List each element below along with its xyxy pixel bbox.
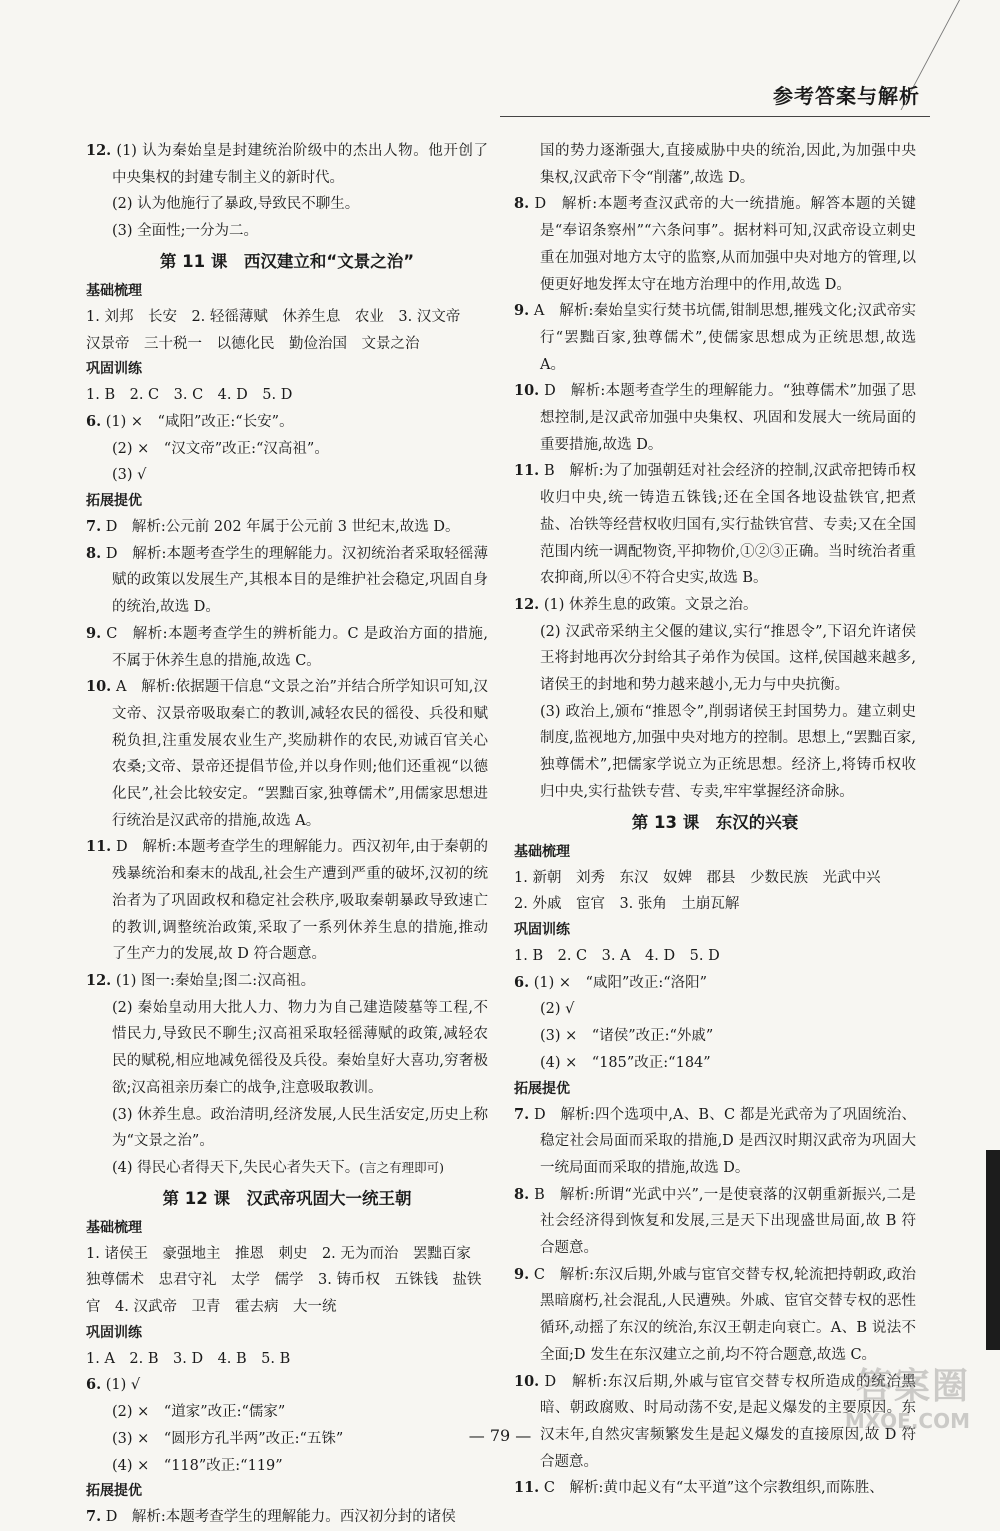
answer-item (86, 304, 488, 357)
answer-item (86, 1241, 488, 1321)
left-column (86, 138, 488, 1531)
question-number: 10. (514, 1372, 540, 1390)
question-number: 8. (514, 1185, 530, 1203)
answer-item (86, 382, 488, 409)
answer-item (514, 191, 916, 298)
answer-text: B 解析:为了加强朝廷对社会经济的控制,汉武帝把铸币权收归中央,统一铸造五铢钱;还在全国各地设盐铁官,把煮盐、冶铁等经营权收归国有,实行盐铁官营、专卖;又在全国范围内统一调配物资,平抑物价,①②③正确。当时统治者重农抑商,所以④不符合史实,故选 B。 (540, 463, 916, 587)
answer-text: (2) × “道家”改正:“儒家” (112, 1404, 286, 1421)
answer-text: (1) 认为秦始皇是封建统治阶级中的杰出人物。他开创了中央集权的封建专制主义的新时代。 (112, 143, 488, 186)
lesson-heading: 第 11 课 西汉建立和“文景之治” (159, 251, 415, 271)
answer-text: D 解析:公元前 202 年属于公元前 3 世纪末,故选 D。 (105, 519, 460, 536)
question-number: 11. (514, 1479, 540, 1497)
answer-item (86, 995, 488, 1102)
answer-text: D 解析:本题考查学生的理解能力。西汉初年,由于秦朝的残暴统治和秦末的战乱,社会生产遭到严重的破坏,汉初的统治者为了巩固政权和稳定社会秩序,吸取秦朝暴政导致速亡的教训,调整统治政策,采取了一系列休养生息的措施,推动了生产力的发展,故 D 符合题意。 (112, 839, 489, 963)
answer-text: 1. 刘邦 长安 2. 轻徭薄赋 休养生息 农业 3. 汉文帝 汉景帝 三十税一 以德化民 勤俭治国 文景之治 (86, 308, 475, 352)
answer-item (86, 436, 488, 463)
answer-text: D 解析:四个选项中,A、B、C 都是光武帝为了巩固统治、稳定社会局面而采取的措施,D 是西汉时期汉武帝为巩固大一统局面而采取的措施,故选 D。 (533, 1106, 917, 1176)
answer-text: D 解析:本题考查汉武帝的大一统措施。解答本题的关键是“奉诏条察州”“六条问事”。据材料可知,汉武帝设立刺史重在加强对地方太守的监察,从而加强中央对地方的管理,以便更好地发挥太守在地方治理中的作用,故选 D。 (534, 196, 916, 293)
right-column (514, 138, 916, 1502)
answer-text: (2) 汉武帝采纳主父偃的建议,实行“推恩令”,下诏允许诸侯王将封地再次分封给其子弟作为侯国。这样,侯国越来越多,诸侯王的封地和势力越来越小,无力与中央抗衡。 (540, 623, 916, 694)
answer-text: C 解析:本题考查学生的辨析能力。C 是政治方面的措施,不属于休养生息的措施,故选 C。 (106, 625, 489, 669)
answer-text: 1. B 2. C 3. A 4. D 5. D (514, 947, 720, 964)
lesson-heading: 第 12 课 汉武帝巩固大一统王朝 (162, 1188, 412, 1208)
answer-item (86, 1346, 488, 1373)
question-number: 6. (86, 412, 102, 430)
answer-text: D 解析:本题考查学生的理解能力。“独尊儒术”加强了思想控制,是汉武帝加强中央集权、巩固和发展大一统局面的重要措施,故选 D。 (540, 383, 917, 453)
answer-text: 1. A 2. B 3. D 4. B 5. B (86, 1350, 291, 1367)
answer-item (514, 891, 916, 918)
lesson-heading: 第 13 课 东汉的兴衰 (631, 812, 799, 832)
question-number: 10. (86, 678, 112, 696)
question-number: 6. (86, 1376, 102, 1394)
question-number: 12. (514, 595, 540, 613)
answer-text: (2) × “汉文帝”改正:“汉高祖”。 (112, 440, 329, 457)
answer-item (514, 378, 916, 458)
answer-text: (2) 秦始皇动用大批人力、物力为自己建造陵墓等工程,不惜民力,导致民不聊生;汉高祖采取轻徭薄赋的政策,减轻农民的赋税,相应地减免徭役及兵役。秦始皇好大喜功,穷奢极欲;汉高祖亲历秦亡的战争,注意吸取教训。 (112, 999, 488, 1096)
answer-item (86, 674, 488, 834)
answer-item (86, 1399, 488, 1426)
section-heading: 基础梳理 (86, 1219, 142, 1236)
question-number: 9. (514, 1265, 530, 1283)
answer-item (86, 218, 488, 245)
answer-text: (3) × “诸侯”改正:“外戚” (540, 1028, 714, 1045)
question-number: 7. (86, 1508, 102, 1526)
answer-item (514, 458, 916, 592)
question-number: 9. (86, 624, 102, 642)
answer-item (86, 1372, 488, 1399)
answer-item (514, 138, 916, 191)
answer-text: D 解析:东汉后期,外戚与宦官交替专权所造成的统治黑暗、朝政腐败、时局动荡不安,是起义爆发的主要原因。东汉末年,自然灾害频繁发生是起义爆发的直接原因,故 D 符合题意。 (540, 1373, 917, 1470)
question-number: 8. (514, 195, 530, 213)
answer-note: (言之有理即可) (359, 1159, 445, 1175)
section-heading: 巩固训练 (514, 921, 570, 938)
page-number: — 79 — (468, 1426, 532, 1445)
answer-text: (1) √ (105, 1377, 141, 1394)
answer-text: (1) 图一:秦始皇;图二:汉高祖。 (115, 972, 316, 989)
answer-item (514, 970, 916, 997)
answer-text: (3) 全面性;一分为二。 (112, 223, 259, 240)
answer-text: (1) × “咸阳”改正:“洛阳” (533, 974, 708, 991)
answer-item (86, 409, 488, 436)
page-header-title: 参考答案与解析 (773, 84, 920, 108)
answer-text: (1) × “咸阳”改正:“长安”。 (105, 413, 294, 430)
answer-item (514, 1050, 916, 1077)
question-number: 7. (514, 1105, 530, 1123)
answer-item (86, 1504, 488, 1531)
answer-text: (3) √ (112, 467, 147, 484)
question-number: 8. (86, 544, 102, 562)
question-number: 11. (86, 838, 112, 856)
section-heading: 拓展提优 (86, 493, 142, 510)
answer-text: (3) × “圆形方孔半两”改正:“五铢” (112, 1430, 344, 1447)
answer-text: B 解析:所谓“光武中兴”,一是使衰落的汉朝重新振兴,二是社会经济得到恢复和发展,三是天下出现盛世局面,故 B 符合题意。 (534, 1186, 916, 1257)
answer-item (514, 1262, 916, 1369)
answer-item (514, 1102, 916, 1182)
question-number: 12. (86, 142, 112, 159)
section-heading: 基础梳理 (86, 282, 142, 299)
side-tab (986, 1150, 1000, 1350)
answer-text: C 解析:黄巾起义有“太平道”这个宗教组织,而陈胜、 (543, 1480, 884, 1497)
question-number: 7. (86, 518, 102, 536)
answer-text: (4) 得民心者得天下,失民心者失天下。 (112, 1159, 360, 1176)
answer-text: C 解析:东汉后期,外戚与宦官交替专权,轮流把持朝政,政治黑暗腐朽,社会混乱,人民遭殃。外戚、宦官交替专权的恶性循环,动摇了东汉的统治,东汉王朝走向衰亡。A、B 说法不全面;D 发生在东汉建立之前,均不符合题意,故选 C。 (533, 1266, 916, 1363)
answer-item (514, 592, 916, 619)
answer-item (86, 191, 488, 218)
section-heading: 拓展提优 (86, 1483, 142, 1500)
answer-item (86, 1155, 488, 1182)
answer-text: A 解析:秦始皇实行焚书坑儒,钳制思想,摧残文化;汉武帝实行“罢黜百家,独尊儒术”,使儒家思想成为正统思想,故选 A。 (533, 303, 916, 373)
answer-text: D 解析:本题考查学生的理解能力。汉初统治者采取轻徭薄赋的政策以发展生产,其根本目的是维护社会稳定,巩固自身的统治,故选 D。 (105, 545, 488, 616)
answer-text: (1) 休养生息的政策。文景之治。 (543, 596, 758, 613)
answer-item (86, 541, 488, 621)
answer-item (86, 1102, 488, 1155)
answer-text: (4) × “185”改正:“184” (540, 1054, 711, 1071)
section-heading: 拓展提优 (514, 1080, 570, 1097)
answer-item (514, 865, 916, 892)
question-number: 11. (514, 462, 540, 480)
answer-item (514, 1182, 916, 1262)
answer-text: (2) 认为他施行了暴政,导致民不聊生。 (112, 196, 360, 213)
answer-item (86, 834, 488, 968)
answer-item (514, 1023, 916, 1050)
question-number: 12. (86, 971, 112, 989)
answer-item (86, 1453, 488, 1480)
answer-item (514, 619, 916, 699)
answer-item (514, 699, 916, 806)
answer-text: (2) √ (540, 1001, 575, 1018)
answer-text: (4) × “118”改正:“119” (112, 1457, 283, 1474)
answer-item (86, 968, 488, 995)
question-number: 6. (514, 973, 530, 991)
answer-text: 国的势力逐渐强大,直接威胁中央的统治,因此,为加强中央集权,汉武帝下令“削藩”,故选 D。 (540, 143, 916, 186)
answer-item (86, 138, 488, 191)
section-heading: 巩固训练 (86, 361, 142, 378)
answer-text: 1. B 2. C 3. C 4. D 5. D (86, 387, 293, 404)
question-number: 10. (514, 382, 540, 400)
question-number: 9. (514, 302, 530, 320)
answer-item (514, 996, 916, 1023)
answer-text: (3) 政治上,颁布“推恩令”,削弱诸侯王封国势力。建立刺史制度,监视地方,加强中央对地方的控制。思想上,“罢黜百家,独尊儒术”,把儒家学说立为正统思想。经济上,将铸币权收归中央,实行盐铁专营、专卖,牢牢掌握经济命脉。 (540, 703, 916, 800)
answer-item (514, 943, 916, 970)
answer-text: (3) 休养生息。政治清明,经济发展,人民生活安定,历史上称为“文景之治”。 (112, 1106, 488, 1150)
section-heading: 基础梳理 (514, 843, 570, 860)
answer-item (86, 514, 488, 541)
answer-text: 2. 外戚 宦官 3. 张角 土崩瓦解 (514, 896, 740, 913)
watermark-logo: 答案圈 MXQE.COM (844, 1366, 970, 1433)
answer-text: D 解析:本题考查学生的理解能力。西汉初分封的诸侯 (105, 1509, 456, 1526)
answer-item (86, 621, 488, 674)
section-heading: 巩固训练 (86, 1324, 142, 1341)
answer-item (514, 1475, 916, 1502)
answer-text: A 解析:依据题干信息“文景之治”并结合所学知识可知,汉文帝、汉景帝吸取秦亡的教训,减轻农民的徭役、兵役和赋税负担,注重发展农业生产,奖励耕作的农民,劝诫百官关心农桑;文帝、景帝还提倡节俭,并以身作则;他们还重视“以德化民”,社会比较安定。“罢黜百家,独尊儒术”,用儒家思想进行统治是汉武帝的措施,故选 A。 (112, 679, 488, 829)
answer-item (86, 462, 488, 489)
answer-text: 1. 新朝 刘秀 东汉 奴婢 郡县 少数民族 光武中兴 (514, 869, 881, 886)
answer-item (514, 298, 916, 378)
answer-text: 1. 诸侯王 豪强地主 推恩 刺史 2. 无为而治 罢黜百家 独尊儒术 忠君守礼 太学 儒学 3. 铸币权 五铢钱 盐铁官 4. 汉武帝 卫青 霍去病 大一统 (86, 1245, 486, 1316)
